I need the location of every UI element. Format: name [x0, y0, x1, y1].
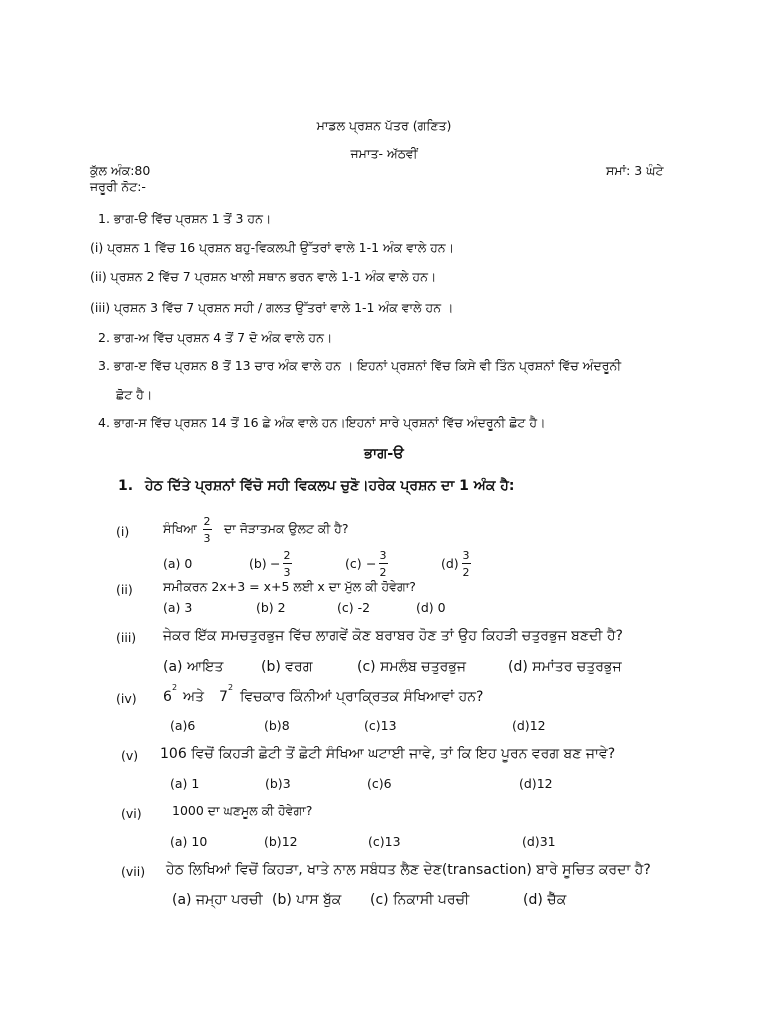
q-iv-base-2: 7: [219, 689, 228, 705]
q-iii-option-c: (c) ਸਮਲੰਬ ਚਤੁਰਭੁਜ: [357, 659, 467, 675]
section-heading: ਭਾਗ-ੳ: [364, 446, 404, 462]
class-line: ਜਮਾਤ- ਅੱਠਵੀਂ: [350, 146, 418, 161]
q-i-option-b-denominator: 3: [283, 566, 291, 579]
q-vi-text: 1000 ਦਾ ਘਣਮੂਲ ਕੀ ਹੋਵੇਗਾ?: [172, 803, 313, 818]
paper-title: ਮਾਡਲ ਪ੍ਰਸ਼ਨ ਪੱਤਰ (ਗਣਿਤ): [316, 118, 452, 133]
q-vi-option-c: (c)13: [368, 834, 401, 849]
q-v-option-a: (a) 1: [170, 776, 200, 791]
q-i-option-c: (c): [345, 556, 362, 571]
q-i-option-b: (b): [249, 556, 267, 571]
q-iii-option-a: (a) ਆਇਤ: [163, 659, 224, 675]
q-i-number: (i): [116, 524, 130, 539]
question-1-instruction: ਹੇਠ ਦਿੱਤੇ ਪ੍ਰਸ਼ਨਾਂ ਵਿੱਚੋ ਸਹੀ ਵਿਕਲਪ ਚੁਣੋ।ਹਰੇਕ ਪ੍ਰਸ਼ਨ ਦਾ 1 ਅੰਕ ਹੈ:: [145, 478, 515, 494]
q-i-option-a: (a) 0: [163, 556, 193, 571]
q-vi-option-d: (d)31: [522, 834, 556, 849]
q-vi-number: (vi): [121, 806, 142, 821]
q-iv-exponent-1: 2: [172, 683, 178, 692]
q-i-text: ਦਾ ਜੋੜਾਤਮਕ ਉਲਟ ਕੀ ਹੈ?: [224, 521, 349, 536]
q-vii-text: ਹੇਠ ਲਿਖਿਆਂ ਵਿਚੋਂ ਕਿਹੜਾ, ਖਾਤੇ ਨਾਲ ਸਬੰਧਤ ਲੈਣ ਦੇਣ(transaction) ਬਾਰੇ ਸੂਚਿਤ ਕਰਦਾ ਹੈ?: [166, 862, 651, 878]
q-iv-text: ਵਿਚਕਾਰ ਕਿੰਨੀਆਂ ਪ੍ਰਾਕ੍ਰਿਤਕ ਸੰਖਿਆਵਾਂ ਹਨ?: [240, 689, 484, 705]
q-iv-option-d: (d)12: [512, 718, 546, 733]
q-i-option-d-bar: [462, 563, 471, 564]
q-iii-number: (iii): [116, 630, 137, 645]
q-iv-option-c: (c)13: [364, 718, 397, 733]
q-vii-number: (vii): [121, 864, 146, 879]
q-iv-base-1: 6: [163, 689, 172, 705]
note-1: 1. ਭਾਗ-ੳ ਵਿੱਚ ਪ੍ਰਸ਼ਨ 1 ਤੋਂ 3 ਹਨ।: [98, 211, 272, 226]
q-vi-option-b: (b)12: [264, 834, 298, 849]
q-i-option-c-denominator: 2: [379, 566, 387, 579]
note-1-i: (i) ਪ੍ਰਸ਼ਨ 1 ਵਿੱਚ 16 ਪ੍ਰਸ਼ਨ ਬਹੁ-ਵਿਕਲਪੀ ਉੱਤਰਾਂ ਵਾਲੇ 1-1 ਅੰਕ ਵਾਲੇ ਹਨ।: [90, 240, 455, 255]
q-iii-option-d: (d) ਸਮਾਂਤਰ ਚਤੁਰਭੁਜ: [508, 659, 622, 675]
q-vii-option-c: (c) ਨਿਕਾਸੀ ਪਰਚੀ: [370, 892, 470, 908]
q-i-option-b-numerator: 2: [283, 549, 291, 562]
q-vii-option-a: (a) ਜਮ੍ਹਾ ਪਰਚੀ: [172, 892, 263, 908]
q-v-option-d: (d)12: [519, 776, 553, 791]
q-i-option-b-sign: −: [270, 556, 281, 571]
note-2: 2. ਭਾਗ-ਅ ਵਿੱਚ ਪ੍ਰਸ਼ਨ 4 ਤੋਂ 7 ਦੋ ਅੰਕ ਵਾਲੇ ਹਨ।: [98, 330, 333, 345]
note-3-line-1: 3. ਭਾਗ-ੲ ਵਿੱਚ ਪ੍ਰਸ਼ਨ 8 ਤੋਂ 13 ਚਾਰ ਅੰਕ ਵਾਲੇ ਹਨ । ਇਹਨਾਂ ਪ੍ਰਸ਼ਨਾਂ ਵਿੱਚ ਕਿਸੇ ਵੀ ਤਿੰਨ ਪ੍ਰਸ਼ਨਾਂ ਵਿੱਚ ਅੰਦਰੂਨੀ: [98, 358, 622, 373]
q-iv-option-b: (b)8: [264, 718, 290, 733]
q-ii-option-d: (d) 0: [416, 600, 446, 615]
q-vii-option-b: (b) ਪਾਸ ਬੁੱਕ: [272, 892, 342, 908]
q-i-option-c-sign: −: [366, 556, 377, 571]
q-iv-exponent-2: 2: [228, 683, 234, 692]
q-i-option-b-bar: [283, 563, 292, 564]
q-ii-text: ਸਮੀਕਰਨ 2x+3 = x+5 ਲਈ x ਦਾ ਮੁੱਲ ਕੀ ਹੋਵੇਗਾ?: [163, 579, 416, 594]
q-i-fraction-bar: [203, 529, 212, 530]
note-4: 4. ਭਾਗ-ਸ ਵਿੱਚ ਪ੍ਰਸ਼ਨ 14 ਤੋਂ 16 ਛੇ ਅੰਕ ਵਾਲੇ ਹਨ।ਇਹਨਾਂ ਸਾਰੇ ਪ੍ਰਸ਼ਨਾਂ ਵਿੱਚ ਅੰਦਰੂਨੀ ਛੋਟ ਹੈ।: [98, 415, 546, 430]
q-vi-option-a: (a) 10: [170, 834, 208, 849]
q-i-option-d: (d): [441, 556, 459, 571]
q-i-option-d-numerator: 3: [462, 549, 470, 562]
q-v-number: (v): [121, 748, 139, 763]
q-i-option-c-numerator: 3: [379, 549, 387, 562]
q-i-fraction-denominator: 3: [203, 532, 211, 545]
q-v-text: 106 ਵਿਚੋਂ ਕਿਹੜੀ ਛੋਟੀ ਤੋਂ ਛੋਟੀ ਸੰਖਿਆ ਘਟਾਈ ਜਾਵੇ, ਤਾਂ ਕਿ ਇਹ ਪੂਰਨ ਵਰਗ ਬਣ ਜਾਵੇ?: [160, 746, 616, 762]
q-i-lead: ਸੰਖਿਆ: [163, 521, 197, 536]
q-iv-number: (iv): [116, 691, 137, 706]
note-heading: ਜਰੂਰੀ ਨੋਟ:-: [90, 179, 146, 194]
q-i-option-c-bar: [379, 563, 388, 564]
time-allowed: ਸਮਾਂ: 3 ਘੰਟੇ: [606, 163, 664, 178]
q-iv-and: ਅਤੇ: [183, 689, 204, 705]
q-ii-option-c: (c) -2: [337, 600, 371, 615]
question-1-number: 1.: [118, 478, 134, 494]
q-i-option-d-denominator: 2: [462, 566, 470, 579]
note-3-line-2: ਛੋਟ ਹੈ।: [116, 387, 153, 402]
q-ii-option-b: (b) 2: [256, 600, 286, 615]
q-v-option-c: (c)6: [367, 776, 392, 791]
total-marks: ਕੁੱਲ ਅੰਕ:80: [90, 163, 151, 178]
q-vii-option-d: (d) ਚੈੱਕ: [523, 892, 567, 908]
note-1-ii: (ii) ਪ੍ਰਸ਼ਨ 2 ਵਿੱਚ 7 ਪ੍ਰਸ਼ਨ ਖਾਲੀ ਸਥਾਨ ਭਰਨ ਵਾਲੇ 1-1 ਅੰਕ ਵਾਲੇ ਹਨ।: [90, 269, 437, 284]
q-iii-option-b: (b) ਵਰਗ: [261, 659, 313, 675]
note-1-iii: (iii) ਪ੍ਰਸ਼ਨ 3 ਵਿੱਚ 7 ਪ੍ਰਸ਼ਨ ਸਹੀ / ਗਲਤ ਉੱਤਰਾਂ ਵਾਲੇ 1-1 ਅੰਕ ਵਾਲੇ ਹਨ ।: [90, 300, 454, 315]
q-ii-option-a: (a) 3: [163, 600, 193, 615]
q-iv-option-a: (a)6: [170, 718, 196, 733]
q-ii-number: (ii): [116, 582, 133, 597]
q-i-fraction-numerator: 2: [203, 515, 211, 528]
q-iii-text: ਜੇਕਰ ਇੱਕ ਸਮਚਤੁਰਭੁਜ ਵਿੱਚ ਲਾਗਵੇਂ ਕੋਣ ਬਰਾਬਰ ਹੋਣ ਤਾਂ ਉਹ ਕਿਹੜੀ ਚਤੁਰਭੁਜ ਬਣਦੀ ਹੈ?: [163, 628, 623, 644]
q-v-option-b: (b)3: [265, 776, 291, 791]
